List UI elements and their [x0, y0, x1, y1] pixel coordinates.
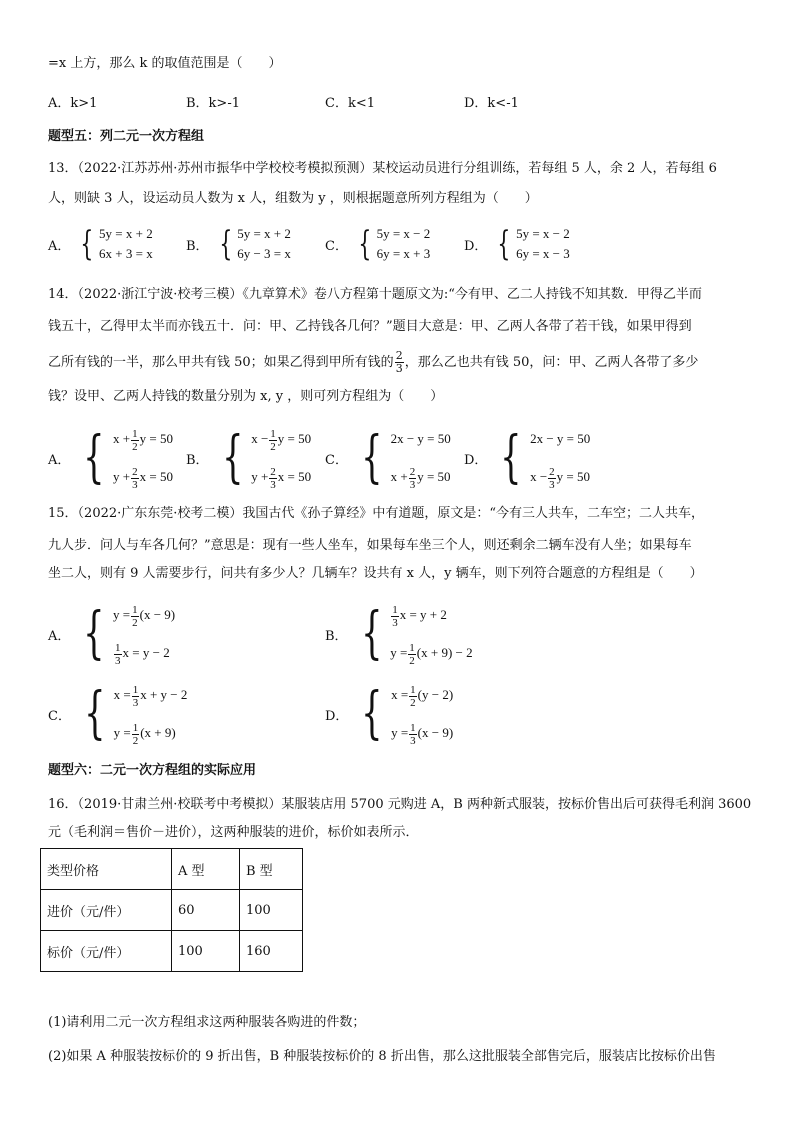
q14-option-c: C． { 2x − y = 50 x + $\frac{2}{3}$ y = 50 — [325, 425, 451, 491]
table-cell: 100 — [172, 931, 240, 972]
option-a: A．k>1 — [48, 96, 98, 111]
question-continuation: =x 上方，那么 k 的取值范围是（ ） — [48, 56, 282, 71]
option-b: B．k>-1 — [186, 96, 240, 111]
table-header-row — [41, 849, 303, 890]
q14-option-d: D． { 2x − y = 50 x − $\frac{2}{3}$ y = 50 — [464, 425, 591, 491]
q13-option-c: C． { 5y = x − 2 6y = x + 3 — [325, 224, 431, 264]
q13-option-d: D． { 5y = x − 2 6y = x − 3 — [464, 224, 570, 264]
table-cell: 进价（元/件） — [41, 890, 172, 931]
table-row — [41, 890, 303, 931]
q13-option-a: A． { 5y = x + 2 6x + 3 = x — [48, 224, 153, 264]
table-header-cell: A 型 — [172, 849, 240, 890]
q14-option-a: A． { x + $\frac{1}{2}$ y = 50 y + $\frac{2}{3}$ x = 50 — [48, 425, 173, 491]
q15-option-a: A． { y = $\frac{1}{2}$ (x − 9) $\frac{1}{3}$ x = y − 2 — [48, 601, 176, 667]
table-header-cell: 类型价格 — [41, 849, 172, 890]
section-title: 题型五：列二元一次方程组 — [48, 129, 205, 144]
section-title: 题型六：二元一次方程组的实际应用 — [48, 763, 257, 778]
question-15-line-1: 15．（2022·广东东莞·校考二模）我国古代《孙子算经》中有道题，原文是：“今有三人共车，二车空；二人共车， — [48, 506, 705, 521]
question-16-line-1: 16．（2019·甘肃兰州·校联考中考模拟）某服装店用 5700 元购进 A，B 两种新式服装，按标价售出后可获得毛利润 3600 — [48, 797, 752, 812]
table-cell: 标价（元/件） — [41, 931, 172, 972]
option-d: D．k<-1 — [464, 96, 519, 111]
question-13-line-2: 人，则缺 3 人，设运动员人数为 x 人，组数为 y ，则根据题意所列方程组为（ ） — [48, 191, 538, 206]
question-14-line-1: 14．（2022·浙江宁波·校考三模）《九章算术》卷八方程第十题原文为:“今有甲、乙二人持钱不知其数．甲得乙半而 — [48, 287, 702, 302]
question-13-line-1: 13．（2022·江苏苏州·苏州市振华中学校校考模拟预测）某校运动员进行分组训练，若每组 5 人，余 2 人，若每组 6 — [48, 161, 717, 176]
question-14-line-4: 钱？设甲、乙两人持钱的数量分别为 x, y ，则可列方程组为（ ） — [48, 389, 444, 404]
q15-option-d: D． { x = $\frac{1}{2}$ (y − 2) y = $\frac{1}{3}$ (x − 9) — [325, 681, 454, 747]
question-15-line-2: 九人步．问人与车各几何？”意思是：现有一些人坐车，如果每车坐三个人，则还剩余二辆车没有人坐；如果每车 — [48, 538, 692, 553]
option-c: C．k<1 — [325, 96, 375, 111]
price-table — [40, 848, 303, 972]
q15-option-b: B． { $\frac{1}{3}$ x = y + 2 y = $\frac{1}{2}$ (x + 9) − 2 — [325, 601, 473, 667]
question-15-line-3: 坐二人，则有 9 人需要步行，问共有多少人？几辆车？设共有 x 人，y 辆车，则下列符合题意的方程组是（ ） — [48, 566, 703, 581]
q15-option-c: C． { x = $\frac{1}{3}$ x + y − 2 y = $\frac{1}{2}$ (x + 9) — [48, 681, 188, 747]
table-cell: 60 — [172, 890, 240, 931]
table-row — [41, 931, 303, 972]
table-cell: 160 — [240, 931, 303, 972]
question-16-line-2: 元（毛利润＝售价－进价），这两种服装的进价，标价如表所示． — [48, 825, 419, 840]
question-14-line-2: 钱五十，乙得甲太半而亦钱五十．问：甲、乙持钱各几何？”题目大意是：甲、乙两人各带了若干钱，如果甲得到 — [48, 319, 692, 334]
subquestion-2: (2)如果 A 种服装按标价的 9 折出售，B 种服装按标价的 8 折出售，那么这批服装全部售完后，服装店比按标价出售 — [48, 1049, 716, 1064]
q14-option-b: B． { x − $\frac{1}{2}$ y = 50 y + $\frac{2}{3}$ x = 50 — [186, 425, 312, 491]
table-header-cell: B 型 — [240, 849, 303, 890]
subquestion-1: (1)请利用二元一次方程组求这两种服装各购进的件数； — [48, 1015, 366, 1030]
q13-option-b: B． { 5y = x + 2 6y − 3 = x — [186, 224, 291, 264]
question-14-line-3: 乙所有钱的一半，那么甲共有钱 50；如果乙得到甲所有钱的 $\frac{2}{3}$ ，那么乙也共有钱 50，问：甲、乙两人各带了多少 — [48, 349, 699, 375]
table-cell: 100 — [240, 890, 303, 931]
